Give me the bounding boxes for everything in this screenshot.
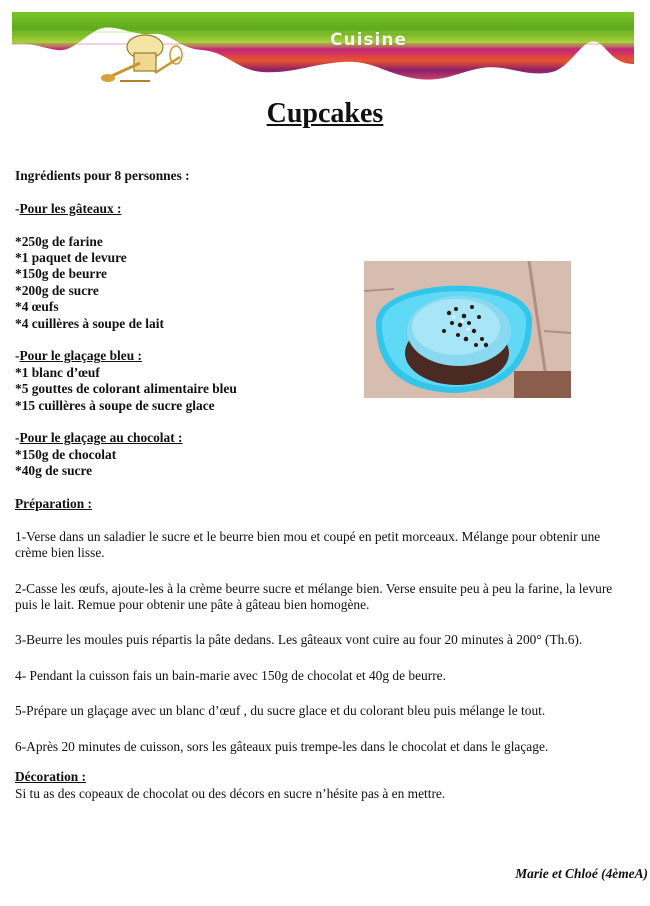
ingredient-item: *150g de beurre [15,266,107,282]
preparation-step: 6-Après 20 minutes de cuisson, sors les gâteaux puis trempe-les dans le chocolat et dans le glaçage. [15,738,549,754]
page-title: Cupcakes [266,98,384,129]
preparation-heading: Préparation : [15,496,92,512]
preparation-step: 3-Beurre les moules puis répartis la pâte dedans. Les gâteaux vont cuire au four 20 minutes à 200° (Th.6). [15,632,583,648]
preparation-step: 4- Pendant la cuisson fais un bain-marie avec 150g de chocolat et 40g de beurre. [15,667,446,683]
preparation-step: 5-Prépare un glaçage avec un blanc d’œuf , du sucre glace et du colorant bleu puis mélange le tout. [15,703,546,719]
preparation-step: 1-Verse dans un saladier le sucre et le beurre bien mou et coupé en petit morceaux. Mélange pour obtenir une crème bien lisse. [15,528,601,561]
ingredient-item: *15 cuillères à soupe de sucre glace [15,397,215,413]
signature: Marie et Chloé (4èmeA) [515,866,648,881]
ingredient-item: *250g de farine [15,233,103,249]
ingredient-item: *4 cuillères à soupe de lait [15,315,164,331]
ingredients-heading: Ingrédients pour 8 personnes : [15,168,190,183]
ingredient-item: *4 œufs [15,299,59,315]
ingredient-item: *1 paquet de levure [15,250,127,265]
cupcake-photo [364,261,571,398]
ingredient-item: *5 gouttes de colorant alimentaire bleu [15,381,237,397]
gateaux-heading: -Pour les gâteaux : [15,200,122,216]
ingredient-item: *40g de sucre [15,463,93,479]
glacage-bleu-heading: -Pour le glaçage bleu : [15,348,142,364]
decoration-text: Si tu as des copeaux de chocolat ou des décors en sucre n’hésite pas à en mettre. [15,785,446,801]
ingredient-item: *200g de sucre [15,282,99,298]
preparation-step: 2-Casse les œufs, ajoute-les à la crème beurre sucre et mélange bien. Verse ensuite peu à peu la farine, la levure puis le lait. Remue pour obtenir une pâte à gâteau bien homogène. [15,580,613,613]
decoration-heading: Décoration : [15,769,87,785]
banner-title: Cuisine [330,30,407,50]
chef-hat-kitchen-tools-icon [100,33,185,85]
ingredient-item: *150g de chocolat [15,446,117,462]
ingredient-item: *1 blanc d’œuf [15,364,100,380]
glacage-chocolat-heading: -Pour le glaçage au chocolat : [15,430,183,446]
